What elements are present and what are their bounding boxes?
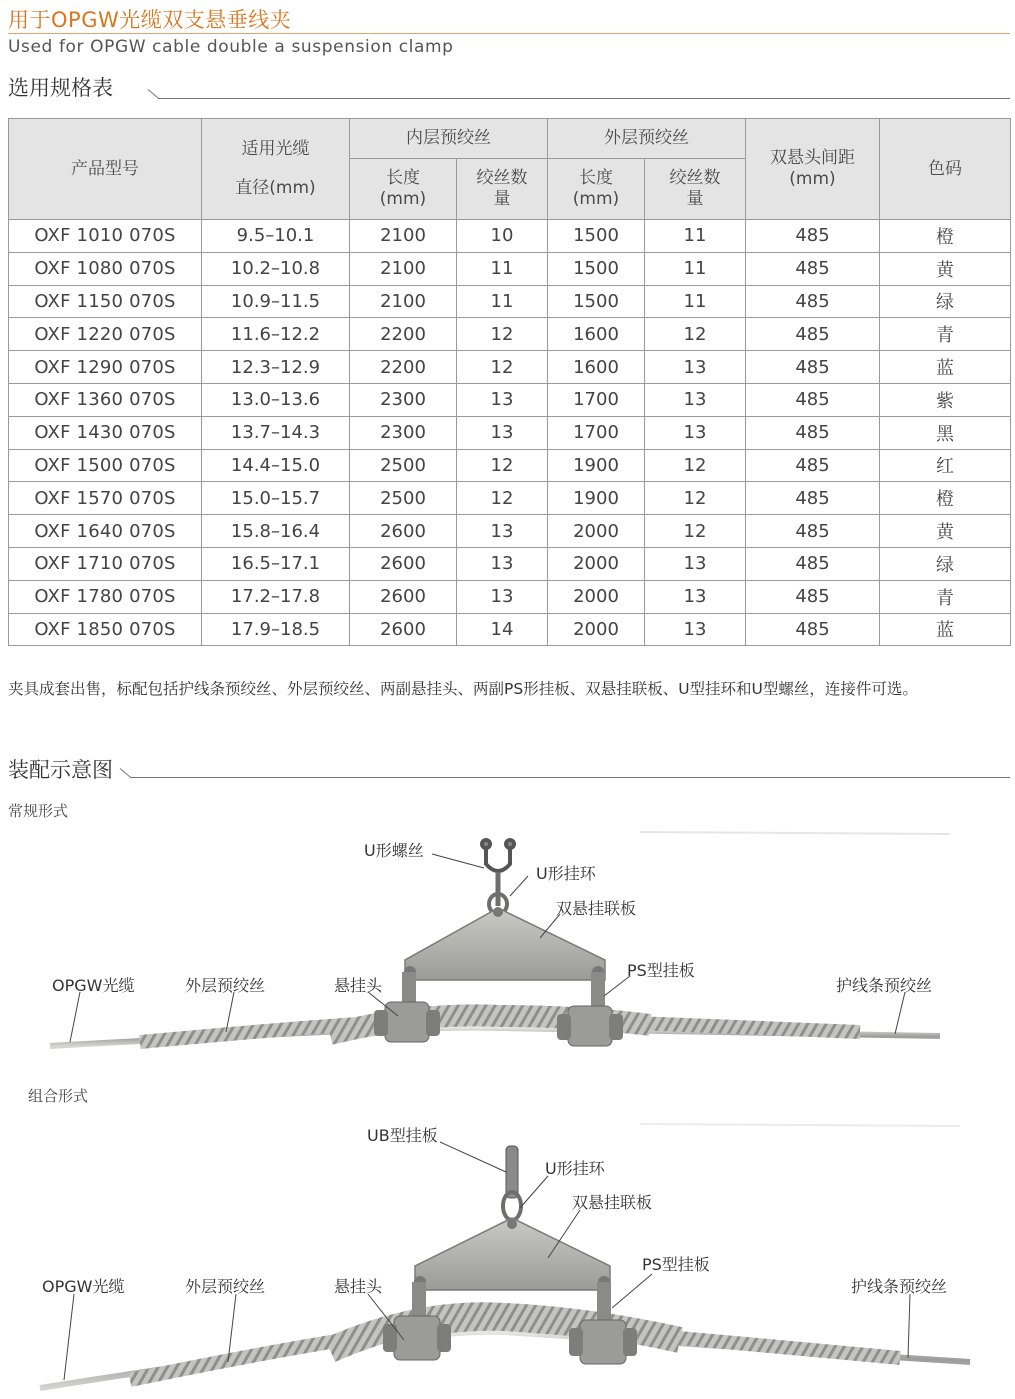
cell-inner-count: 12 [457, 449, 548, 482]
table-row [9, 449, 1011, 482]
cell-outer-count: 13 [645, 383, 746, 416]
col-header-inner-length [350, 159, 457, 220]
count-label-1: 绞丝数 [476, 168, 528, 188]
cell-color-code: 青 [880, 318, 1011, 351]
cell-color-code: 紫 [880, 383, 1011, 416]
cell-outer-length: 2000 [548, 515, 645, 548]
cell-cable-diameter: 17.9–18.5 [202, 613, 350, 646]
col-header-cable [202, 119, 350, 220]
table-row [9, 547, 1011, 580]
cell-outer-length: 1900 [548, 449, 645, 482]
ps-plate-right [597, 1282, 611, 1322]
label-u-ring: U形挂环 [536, 864, 596, 883]
cell-spacing: 485 [746, 515, 880, 548]
table-row [9, 613, 1011, 646]
title-divider [8, 33, 1010, 34]
col-header-model: 产品型号 [9, 119, 202, 220]
count-label-2: 量 [686, 189, 704, 209]
col-header-inner-count [457, 159, 548, 220]
regular-assembly-drawing [0, 820, 1015, 1060]
cell-spacing: 485 [746, 383, 880, 416]
cell-spacing: 485 [746, 252, 880, 285]
cell-outer-length: 1600 [548, 318, 645, 351]
cell-cable-diameter: 13.0–13.6 [202, 383, 350, 416]
cell-cable-diameter: 16.5–17.1 [202, 547, 350, 580]
cell-model: OXF 1290 070S [9, 351, 202, 384]
cell-inner-length: 2600 [350, 580, 457, 613]
cell-cable-diameter: 14.4–15.0 [202, 449, 350, 482]
col-header-outer: 外层预绞丝 [548, 119, 746, 159]
cell-model: OXF 1500 070S [9, 449, 202, 482]
cell-spacing: 485 [746, 482, 880, 515]
cell-inner-length: 2100 [350, 285, 457, 318]
count-label-2: 量 [493, 189, 511, 209]
label-head: 悬挂头 [334, 976, 383, 995]
regular-form-label: 常规形式 [8, 802, 69, 820]
cell-color-code: 黄 [880, 515, 1011, 548]
cell-spacing: 485 [746, 285, 880, 318]
cell-inner-count: 12 [457, 482, 548, 515]
cell-outer-count: 13 [645, 416, 746, 449]
cell-outer-length: 1900 [548, 482, 645, 515]
table-row [9, 318, 1011, 351]
col-header-cable-unit: 直径(mm) [235, 178, 316, 198]
u-bolt [482, 840, 514, 871]
col-header-spacing [746, 119, 880, 220]
table-row [9, 416, 1011, 449]
cell-model: OXF 1850 070S [9, 613, 202, 646]
length-unit: (mm) [572, 189, 620, 209]
cell-outer-count: 11 [645, 220, 746, 253]
cell-color-code: 绿 [880, 285, 1011, 318]
cell-color-code: 蓝 [880, 613, 1011, 646]
label-ub-plate: UB型挂板 [367, 1126, 438, 1145]
heading-rule [158, 98, 1010, 99]
cell-model: OXF 1220 070S [9, 318, 202, 351]
cell-color-code: 黑 [880, 416, 1011, 449]
cell-cable-diameter: 12.3–12.9 [202, 351, 350, 384]
cell-outer-length: 1500 [548, 285, 645, 318]
cell-spacing: 485 [746, 613, 880, 646]
cell-inner-length: 2600 [350, 613, 457, 646]
cell-inner-length: 2600 [350, 515, 457, 548]
cell-inner-count: 13 [457, 515, 548, 548]
cell-cable-diameter: 15.8–16.4 [202, 515, 350, 548]
label-cable: OPGW光缆 [42, 1277, 125, 1296]
length-label: 长度 [579, 168, 613, 188]
cell-inner-length: 2200 [350, 351, 457, 384]
cell-color-code: 橙 [880, 220, 1011, 253]
cell-inner-length: 2300 [350, 383, 457, 416]
page-subtitle: Used for OPGW cable double a suspension clamp [8, 37, 454, 57]
cell-outer-count: 12 [645, 515, 746, 548]
cell-outer-length: 1700 [548, 383, 645, 416]
spec-table [8, 118, 1011, 646]
cell-color-code: 黄 [880, 252, 1011, 285]
package-note: 夹具成套出售，标配包括护线条预绞丝、外层预绞丝、两副悬挂头、两副PS形挂板、双悬挂联板、U型挂环和U型螺丝，连接件可选。 [8, 680, 918, 698]
cell-inner-count: 13 [457, 547, 548, 580]
cell-inner-count: 11 [457, 285, 548, 318]
cell-spacing: 485 [746, 449, 880, 482]
cell-outer-count: 12 [645, 318, 746, 351]
cell-color-code: 橙 [880, 482, 1011, 515]
assembly-section-heading: 装配示意图 [8, 758, 113, 782]
label-yoke: 双悬挂联板 [556, 899, 637, 918]
spec-section-heading: 选用规格表 [8, 76, 113, 100]
label-u-bolt: U形螺丝 [364, 841, 424, 860]
cell-inner-count: 10 [457, 220, 548, 253]
cell-outer-count: 11 [645, 285, 746, 318]
count-label-1: 绞丝数 [669, 168, 721, 188]
col-header-outer-count [645, 159, 746, 220]
combined-assembly-drawing [0, 1110, 1015, 1395]
cell-color-code: 红 [880, 449, 1011, 482]
cell-model: OXF 1780 070S [9, 580, 202, 613]
cell-cable-diameter: 15.0–15.7 [202, 482, 350, 515]
combined-form-label: 组合形式 [28, 1087, 89, 1105]
label-cable: OPGW光缆 [52, 976, 135, 995]
col-header-color: 色码 [880, 119, 1011, 220]
cell-spacing: 485 [746, 351, 880, 384]
cell-inner-length: 2100 [350, 252, 457, 285]
cell-inner-count: 12 [457, 351, 548, 384]
cell-cable-diameter: 10.9–11.5 [202, 285, 350, 318]
cell-outer-count: 13 [645, 613, 746, 646]
label-outer-rod: 外层预绞丝 [185, 976, 266, 995]
table-row [9, 482, 1011, 515]
table-row [9, 252, 1011, 285]
table-row [9, 220, 1011, 253]
heading-rule [130, 777, 1010, 778]
length-unit: (mm) [379, 189, 427, 209]
label-u-ring: U形挂环 [545, 1159, 605, 1178]
opgw-cable [40, 1332, 970, 1388]
cell-inner-length: 2300 [350, 416, 457, 449]
cell-outer-length: 2000 [548, 580, 645, 613]
cell-color-code: 绿 [880, 547, 1011, 580]
col-header-outer-length [548, 159, 645, 220]
cell-outer-length: 2000 [548, 547, 645, 580]
col-header-spacing-unit: (mm) [789, 169, 836, 189]
cell-inner-count: 13 [457, 580, 548, 613]
ps-plate-right [591, 972, 605, 1006]
cell-model: OXF 1710 070S [9, 547, 202, 580]
cell-inner-count: 14 [457, 613, 548, 646]
cell-outer-count: 12 [645, 449, 746, 482]
cell-inner-count: 12 [457, 318, 548, 351]
cell-inner-count: 11 [457, 252, 548, 285]
cell-inner-length: 2500 [350, 482, 457, 515]
label-outer-rod: 外层预绞丝 [185, 1277, 266, 1296]
page-title: 用于OPGW光缆双支悬垂线夹 [8, 8, 292, 32]
cell-model: OXF 1150 070S [9, 285, 202, 318]
col-header-spacing-label: 双悬头间距 [770, 148, 855, 168]
label-armor-rod: 护线条预绞丝 [836, 976, 933, 995]
label-yoke: 双悬挂联板 [572, 1193, 653, 1212]
cell-outer-count: 12 [645, 482, 746, 515]
combined-assembly-diagram [0, 1110, 1015, 1395]
cell-model: OXF 1360 070S [9, 383, 202, 416]
cell-model: OXF 1640 070S [9, 515, 202, 548]
cell-spacing: 485 [746, 580, 880, 613]
cell-model: OXF 1010 070S [9, 220, 202, 253]
cell-inner-count: 13 [457, 383, 548, 416]
cell-outer-count: 13 [645, 580, 746, 613]
label-ps-plate: PS型挂板 [642, 1255, 710, 1274]
cell-cable-diameter: 9.5–10.1 [202, 220, 350, 253]
cell-outer-length: 2000 [548, 613, 645, 646]
cell-outer-length: 1700 [548, 416, 645, 449]
cell-spacing: 485 [746, 220, 880, 253]
col-header-inner: 内层预绞丝 [350, 119, 548, 159]
cell-model: OXF 1570 070S [9, 482, 202, 515]
cell-inner-length: 2200 [350, 318, 457, 351]
col-header-cable-label: 适用光缆 [241, 139, 310, 159]
cell-spacing: 485 [746, 547, 880, 580]
regular-assembly-diagram [0, 820, 1015, 1060]
cell-color-code: 青 [880, 580, 1011, 613]
cell-color-code: 蓝 [880, 351, 1011, 384]
label-head: 悬挂头 [334, 1277, 383, 1296]
cell-cable-diameter: 13.7–14.3 [202, 416, 350, 449]
cell-cable-diameter: 17.2–17.8 [202, 580, 350, 613]
table-row [9, 351, 1011, 384]
cell-model: OXF 1080 070S [9, 252, 202, 285]
cell-inner-length: 2600 [350, 547, 457, 580]
ps-plate-left [402, 972, 416, 1006]
cell-outer-length: 1600 [548, 351, 645, 384]
cell-spacing: 485 [746, 416, 880, 449]
label-ps-plate: PS型挂板 [627, 961, 695, 980]
cell-inner-length: 2100 [350, 220, 457, 253]
cell-outer-length: 1500 [548, 220, 645, 253]
cell-model: OXF 1430 070S [9, 416, 202, 449]
cell-spacing: 485 [746, 318, 880, 351]
cell-inner-length: 2500 [350, 449, 457, 482]
table-row [9, 285, 1011, 318]
cell-cable-diameter: 10.2–10.8 [202, 252, 350, 285]
cell-outer-count: 13 [645, 351, 746, 384]
cell-outer-length: 1500 [548, 252, 645, 285]
table-row [9, 580, 1011, 613]
label-armor-rod: 护线条预绞丝 [851, 1277, 948, 1296]
cell-inner-count: 13 [457, 416, 548, 449]
cell-cable-diameter: 11.6–12.2 [202, 318, 350, 351]
length-label: 长度 [386, 168, 420, 188]
spec-table-body [9, 220, 1011, 646]
table-row [9, 383, 1011, 416]
table-row [9, 515, 1011, 548]
cell-outer-count: 11 [645, 252, 746, 285]
cell-outer-count: 13 [645, 547, 746, 580]
